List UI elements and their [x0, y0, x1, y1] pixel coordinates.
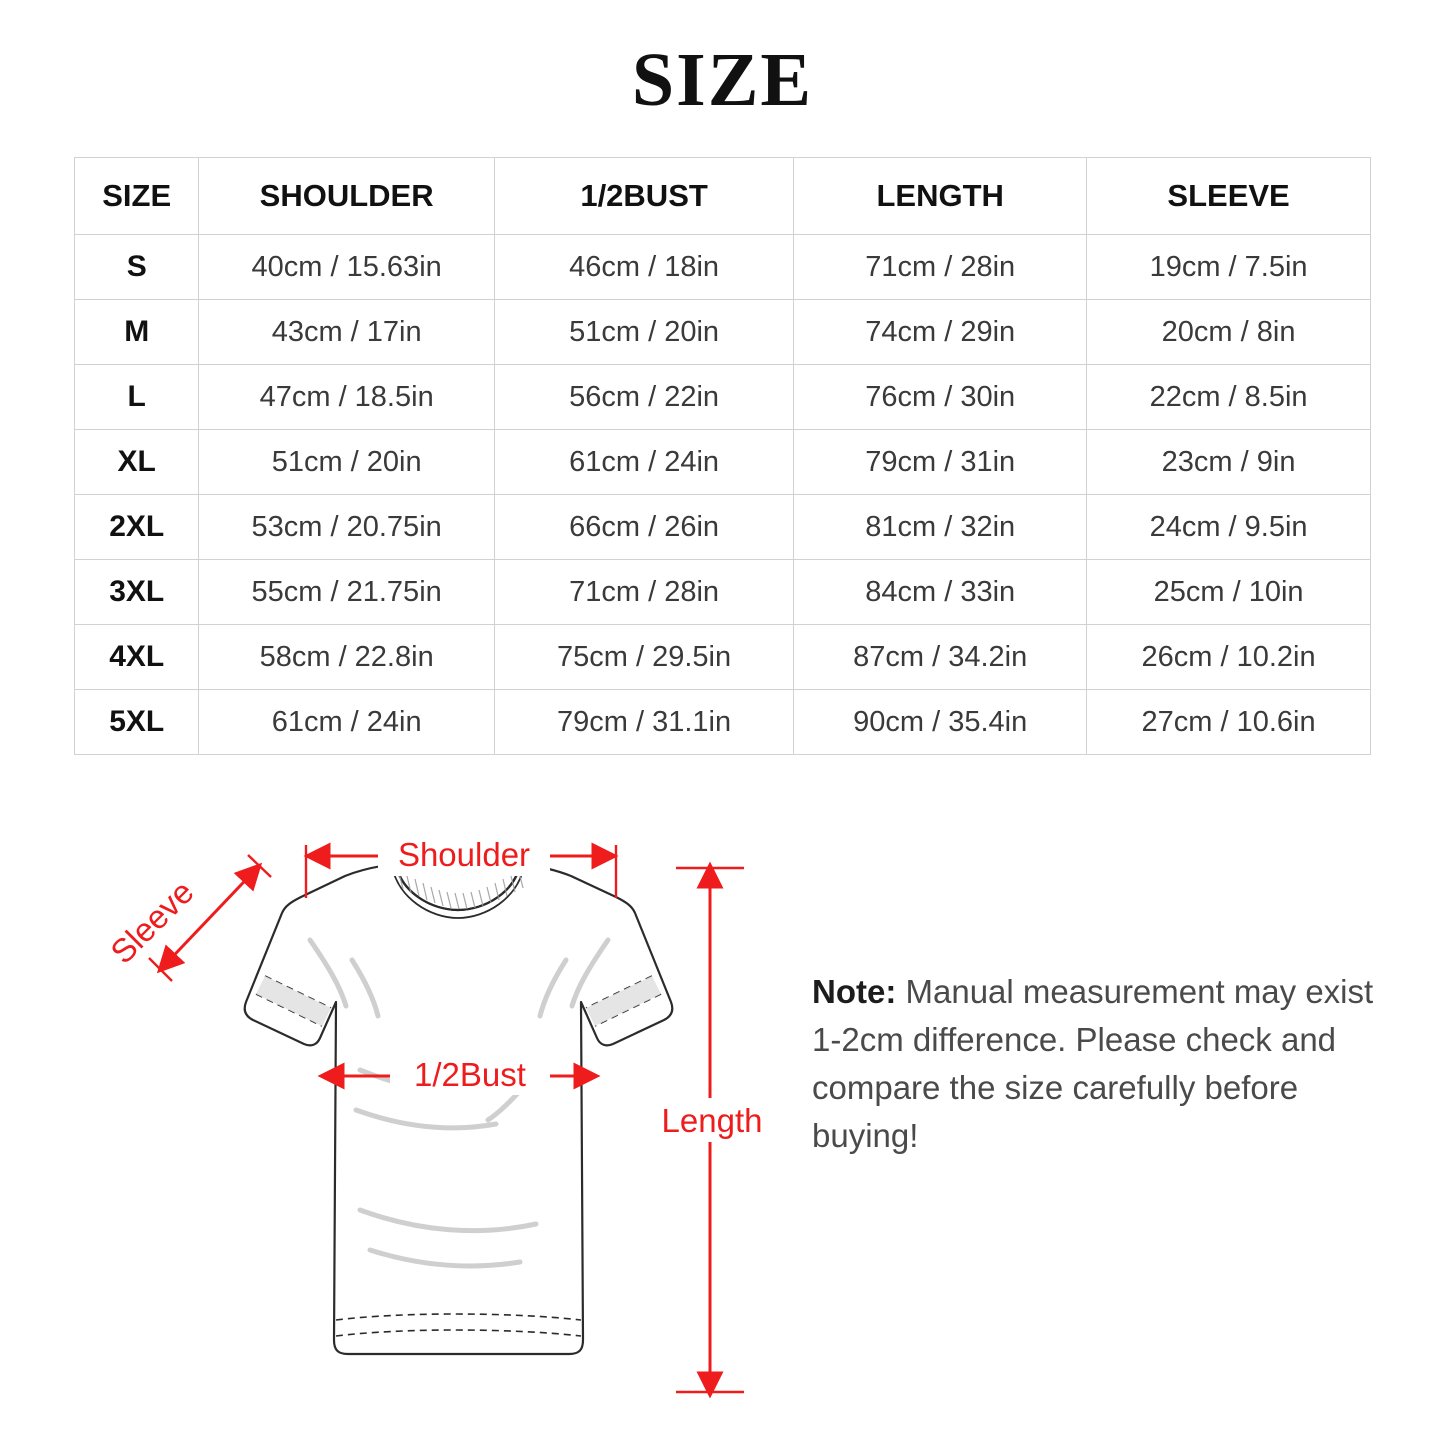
cell-length: 87cm / 34.2in	[794, 625, 1087, 690]
column-header-size: SIZE	[75, 158, 199, 235]
cell-bust: 61cm / 24in	[494, 430, 793, 495]
page-title: SIZE	[631, 38, 814, 122]
cell-shoulder: 53cm / 20.75in	[199, 495, 494, 560]
cell-size: 3XL	[75, 560, 199, 625]
table-row	[75, 560, 1371, 625]
sleeve-label: Sleeve	[103, 873, 201, 971]
column-header-bust: 1/2BUST	[494, 158, 793, 235]
cell-bust: 79cm / 31.1in	[494, 690, 793, 755]
cell-shoulder: 47cm / 18.5in	[199, 365, 494, 430]
cell-length: 84cm / 33in	[794, 560, 1087, 625]
tshirt-illustration	[245, 864, 673, 1354]
table-row	[75, 430, 1371, 495]
column-header-sleeve: SLEEVE	[1087, 158, 1371, 235]
table-header	[75, 158, 1371, 235]
note-label: Note:	[812, 973, 897, 1010]
cell-size: S	[75, 235, 199, 300]
note-text: Manual measurement may exist 1-2cm difference. Please check and compare the size carefully before buying!	[812, 973, 1374, 1154]
size-chart-table	[74, 157, 1371, 755]
cell-sleeve: 24cm / 9.5in	[1087, 495, 1371, 560]
cell-length: 90cm / 35.4in	[794, 690, 1087, 755]
cell-size: L	[75, 365, 199, 430]
length-label: Length	[661, 1102, 763, 1139]
cell-sleeve: 20cm / 8in	[1087, 300, 1371, 365]
cell-bust: 56cm / 22in	[494, 365, 793, 430]
tshirt-measurement-diagram	[60, 780, 800, 1420]
cell-size: 2XL	[75, 495, 199, 560]
table-row	[75, 495, 1371, 560]
cell-length: 74cm / 29in	[794, 300, 1087, 365]
table-body	[75, 235, 1371, 755]
cell-shoulder: 61cm / 24in	[199, 690, 494, 755]
length-measure	[656, 866, 768, 1394]
cell-length: 81cm / 32in	[794, 495, 1087, 560]
cell-sleeve: 26cm / 10.2in	[1087, 625, 1371, 690]
table-row	[75, 690, 1371, 755]
size-chart-table-wrapper	[74, 157, 1371, 755]
column-header-length: LENGTH	[794, 158, 1087, 235]
cell-shoulder: 58cm / 22.8in	[199, 625, 494, 690]
table-row	[75, 365, 1371, 430]
cell-shoulder: 51cm / 20in	[199, 430, 494, 495]
column-header-shoulder: SHOULDER	[199, 158, 494, 235]
table-row	[75, 235, 1371, 300]
cell-size: XL	[75, 430, 199, 495]
cell-shoulder: 40cm / 15.63in	[199, 235, 494, 300]
cell-bust: 46cm / 18in	[494, 235, 793, 300]
table-header-row	[75, 158, 1371, 235]
half-bust-label: 1/2Bust	[414, 1056, 526, 1093]
cell-shoulder: 55cm / 21.75in	[199, 560, 494, 625]
cell-sleeve: 27cm / 10.6in	[1087, 690, 1371, 755]
shoulder-label: Shoulder	[397, 836, 531, 873]
cell-sleeve: 19cm / 7.5in	[1087, 235, 1371, 300]
cell-bust: 66cm / 26in	[494, 495, 793, 560]
cell-bust: 75cm / 29.5in	[494, 625, 793, 690]
cell-length: 71cm / 28in	[794, 235, 1087, 300]
cell-sleeve: 23cm / 9in	[1087, 430, 1371, 495]
cell-shoulder: 43cm / 17in	[199, 300, 494, 365]
measurement-note	[812, 968, 1382, 1159]
cell-sleeve: 22cm / 8.5in	[1087, 365, 1371, 430]
table-row	[75, 300, 1371, 365]
sleeve-measure	[103, 855, 271, 981]
table-row	[75, 625, 1371, 690]
cell-length: 76cm / 30in	[794, 365, 1087, 430]
cell-size: 4XL	[75, 625, 199, 690]
cell-bust: 51cm / 20in	[494, 300, 793, 365]
cell-size: M	[75, 300, 199, 365]
cell-size: 5XL	[75, 690, 199, 755]
cell-bust: 71cm / 28in	[494, 560, 793, 625]
cell-sleeve: 25cm / 10in	[1087, 560, 1371, 625]
cell-length: 79cm / 31in	[794, 430, 1087, 495]
